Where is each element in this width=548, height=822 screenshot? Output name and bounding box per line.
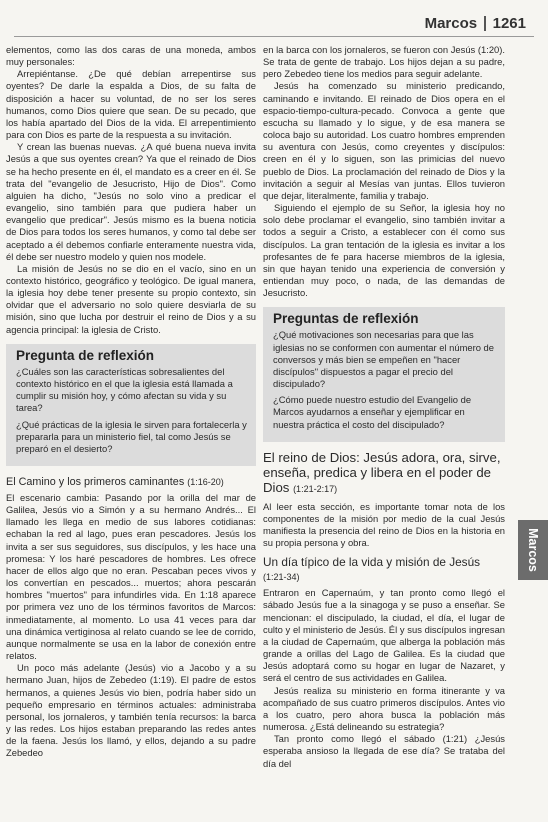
paragraph: El escenario cambia: Pasando por la orilla del mar de Galilea, Jesús vio a Simón y a su hermano Andrés... El llamado les llega en medio de sus labores cotidianas: echaban la red al lago, pues eran pescadores. Jesús los invita a ser sus seguidores, sus discípulos, y les hace una promesa: Y los haré pescadores de hombres. Les ofrece hacer de ellos algo que no eran. Pescaban peces vivos y los convertían en pescados... muertos; ahora pescarán hombres "muertos" para infundirles vida. En 1:18 aparece por primera vez uno de los términos favoritos de Marcos: inmediatamente, al momento. Lo usa 41 veces para dar una dinámica vertiginosa al relato cuando se lee de corrido, aunque normalmente se usa en la labor de conexión entre relatos. — [6, 492, 256, 662]
paragraph: Tan pronto como llegó el sábado (1:21) ¿Jesús esperaba ansioso la llegada de ese día? Se trataba del día del — [263, 733, 505, 769]
reflection-question: ¿Qué prácticas de la iglesia le sirven para fortalecerla y prepararla para un ministerio fiel, tal como Jesús se preparó en el desierto? — [16, 418, 247, 454]
reflection-question: ¿Cuáles son las características sobresalientes del contexto histórico en el que la iglesia está llamada a cumplir su misión hoy, y cómo afectan su vida y su tarea? — [16, 365, 233, 414]
paragraph: elementos, como las dos caras de una moneda, ambos muy personales: — [6, 44, 256, 68]
subsection-title: Un día típico de la vida y misión de Jesús — [263, 555, 481, 570]
reflection-question: ¿Qué motivaciones son necesarias para que las iglesias no se conformen con aumentar el número de conversos y más bien se empeñen en "hacer discípulos" dispuestos a pagar el precio del discipulado? — [273, 329, 494, 390]
section-heading — [6, 476, 256, 489]
reflection-box — [6, 344, 256, 466]
paragraph: Siguiendo el ejemplo de su Señor, la iglesia hoy no solo debe proclamar el evangelio, sino también invitar a todos a seguir a Cristo, a establecer con él como sus discípulos. La gran tentación de la iglesia es invitar a los profesantes de fe para hacerse miembros de la iglesia, sin que hayan tenido una experiencia de conversión y entiendan muy poco, o nada, de las demandas de Jesucristo. — [263, 202, 505, 299]
section-reference: (1:16-20) — [187, 477, 224, 487]
header-rule — [14, 36, 534, 37]
reflection-question: ¿Cómo puede nuestro estudio del Evangelio de Marcos ayudarnos a enseñar y ejemplificar en nuestra práctica el costo del discipulado? — [273, 394, 472, 430]
subsection-reference: (1:21-34) — [263, 572, 300, 583]
section-title: El Camino y los primeros caminantes — [6, 476, 185, 488]
reflection-title: Pregunta de reflexión — [16, 347, 155, 363]
paragraph: Al leer esta sección, es importante tomar nota de los componentes de la misión por medio de la cual Jesús manifiesta la presencia del reino de Dios en la historia en su propia persona y obra. — [263, 500, 505, 549]
paragraph: La misión de Jesús no se dio en el vacío, sino en un contexto histórico, geográfico y teológico. De igual manera, la iglesia hoy debe tener presente su propio contexto, sin olvidar que el adversario no solo quiere desviarla de su misión, sino que lucha por destruir el reino de Dios y a su agencia principal: la iglesia de Cristo. — [6, 262, 256, 335]
page-number: 1261 — [492, 14, 526, 32]
left-column — [6, 44, 256, 814]
reflection-title: Preguntas de reflexión — [273, 311, 419, 327]
book-title: Marcos — [424, 14, 478, 32]
right-column — [263, 44, 505, 814]
paragraph: Jesús ha comenzado su ministerio predicando, caminando e invitando. El reinado de Dios opera en el espacio-tiempo-cultura-pecado. Convoca a gente que escucha su llamado y lo sigue, y de esa manera se coloca bajo su autoridad. Los cuatro hombres emprenden su aventura con Jesús, como creyentes y discípulos: creen en él y lo siguen, son las primicias del nuevo pueblo de Dios. La proclamación del reinado de Dios y la invitación a seguir al Mesías van juntas. Ellos tuvieron que dejar, literalmente, familia y trabajo. — [263, 80, 505, 201]
section-title: El reino de Dios: Jesús adora, ora, sirve, enseña, predica y libera en el poder de Dios — [263, 449, 501, 495]
running-header — [425, 14, 526, 32]
section-heading — [263, 450, 505, 497]
paragraph: en la barca con los jornaleros, se fueron con Jesús (1:20). Se trata de gente de trabajo. Los hijos dejan a su padre, pero Zebedeo tiene los medios para seguir adelante. — [263, 44, 505, 80]
section-reference: (1:21-2:17) — [293, 483, 338, 494]
reflection-box — [263, 307, 505, 441]
paragraph: Y crean las buenas nuevas. ¿A qué buena nueva invita Jesús a que sus oyentes crean? Ya que el reinado de Dios se ha hecho presente en él, el mandato es a creer en él. Se trata del "evangelio de Jesucristo, Hijo de Dios". Como alguien ha dicho, "Jesús no solo vino a predicar el evangelio, sino también para que pudiera haber un evangelio que predicar". Jesús mismo es la buena noticia de Dios para todos los seres humanos, y como tal debe ser aceptado a él debemos confiarle enteramente nuestra vida, él debe ser nuestro modelo y quien nos modele. — [6, 141, 256, 262]
header-separator — [484, 16, 486, 31]
paragraph: Un poco más adelante (Jesús) vio a Jacobo y a su hermano Juan, hijos de Zebedeo (1:19). El padre de estos hermanos, a quienes Jesús vio bien, podría haber sido un pequeño empresario en términos actuales: administraba personal, los jornaleros, y también tenía recursos: la barca y las redes. Los hijos estaban preparando las redes antes de la faena. Jesús los llamó, y ellos, dejando a su padre Zebedeo — [6, 662, 256, 759]
side-tab-label: Marcos — [526, 528, 540, 572]
paragraph: Jesús realiza su ministerio en forma itinerante y va acompañado de sus cuatro primeros discípulos. Antes vio a los cuatro, pero ahora busca la población más numerosa. ¿Está delineando su estrategia? — [263, 684, 505, 733]
subsection-heading — [263, 555, 505, 584]
book-side-tab — [518, 520, 548, 580]
paragraph: Entraron en Capernaúm, y tan pronto como llegó el sábado Jesús fue a la sinagoga y se puso a enseñar. Se mencionan: el discipulado, la ciudad, el día, el lugar de culto y el ministerio de Jesús. Él y sus discípulos ingresan a la ciudad de Capernaúm, que alberga la población más grande a orillas del Lago de Galilea. Es la ciudad que Jesús adoptará como su hogar en lugar de Nazaret, y será el centro de sus actividades en Galilea. — [263, 587, 505, 684]
paragraph: Arrepiéntanse. ¿De qué debían arrepentirse sus oyentes? De darle la espalda a Dios, de su falta de disposición a hacer su voluntad, de no ser los seres humanos, como Dios quiere que sean. De su pecado, que los había apartado del Dios de la vida. El arrepentimiento para con Dios es parte de la respuesta a su invitación. — [6, 68, 256, 141]
